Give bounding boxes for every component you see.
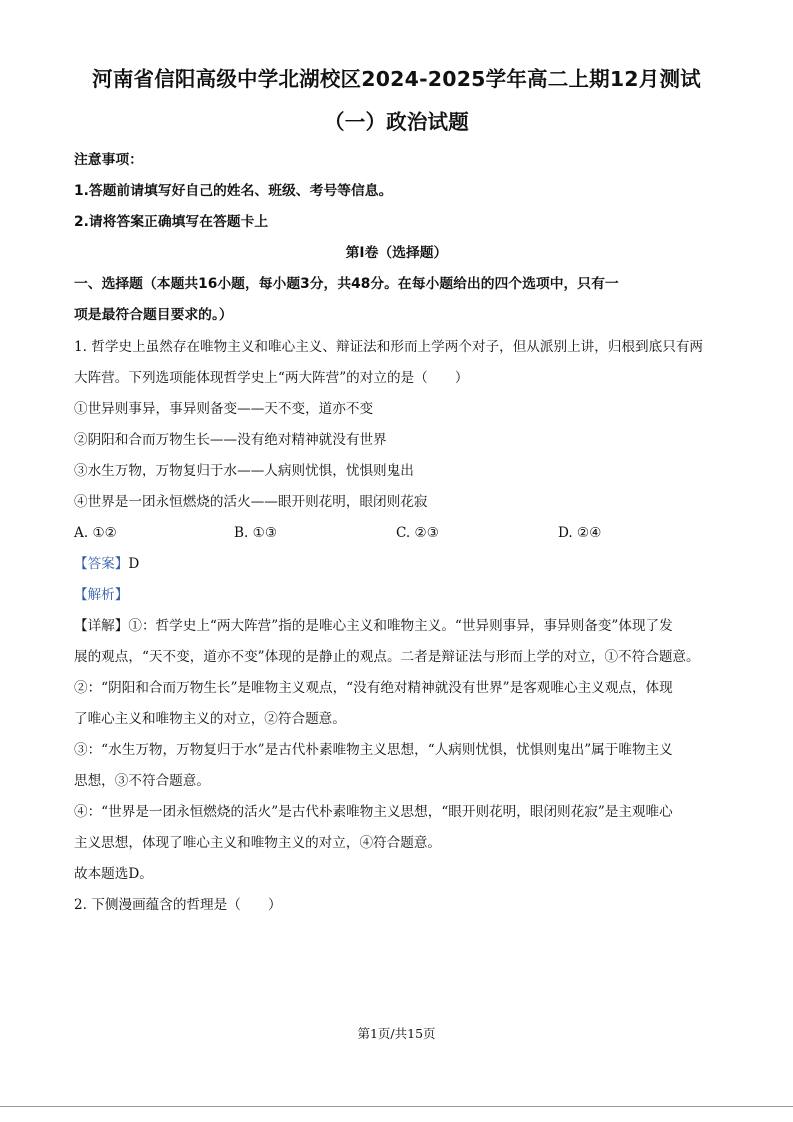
- q1-option-c: C. ②③: [396, 525, 439, 541]
- q1-option-b: B. ①③: [234, 525, 278, 541]
- page-number: 第1页/共15页: [357, 1026, 436, 1041]
- detail-tag: 【详解】: [74, 618, 129, 634]
- section-instruction-line2: 项是最符合题目要求的。）: [74, 307, 233, 323]
- analysis-tag: 【解析】: [74, 587, 129, 603]
- q1-detail-line2: 展的观点，“天不变，道亦不变”体现的是静止的观点。二者是辩证法与形而上学的对立，①不符合题意。: [74, 649, 700, 665]
- q1-statement-3: ③水生万物，万物复归于水——人病则忧惧，忧惧则鬼出: [74, 463, 414, 479]
- q1-detail-line6: 思想，③不符合题意。: [74, 773, 210, 789]
- q1-option-d: D. ②④: [558, 525, 602, 541]
- exam-title-line1: 河南省信阳高级中学北湖校区2024-2025学年高二上期12月测试: [92, 67, 701, 91]
- answer-value: D: [128, 556, 140, 572]
- q1-statement-1: ①世异则事异，事异则备变——天不变，道亦不变: [74, 401, 374, 417]
- bottom-divider: [0, 1106, 793, 1107]
- answer-tag: 【答案】: [74, 556, 129, 572]
- q1-detail-line7: ④：“世界是一团永恒燃烧的活火”是古代朴素唯物主义思想，“眼开则花明，眼闭则花寂”是主观唯心: [74, 804, 673, 820]
- notice-heading: 注意事项：: [74, 152, 143, 168]
- q1-detail-line5: ③：“水生万物，万物复归于水”是古代朴素唯物主义思想，“人病则忧惧，忧惧则鬼出”属于唯物主义: [74, 742, 673, 758]
- detail-text: ①：哲学史上“两大阵营”指的是唯心主义和唯物主义。“世异则事异，事异则备变”体现了发: [128, 618, 673, 634]
- exam-title-line2: （一）政治试题: [324, 110, 469, 134]
- q1-detail-line3: ②：“阴阳和合而万物生长”是唯物主义观点，“没有绝对精神就没有世界”是客观唯心主义观点，体现: [74, 680, 673, 696]
- notice-item-1: 1.答题前请填写好自己的姓名、班级、考号等信息。: [74, 183, 393, 199]
- section-instruction-line1: 一、选择题（本题共16小题，每小题3分，共48分。在每小题给出的四个选项中，只有一: [74, 276, 619, 292]
- q1-detail-line1: [74, 616, 673, 636]
- volume-heading: 第Ⅰ卷（选择题）: [345, 245, 448, 261]
- q2-stem: 2. 下侧漫画蕴含的哲理是（ ）: [74, 897, 282, 913]
- notice-item-2: 2.请将答案正确填写在答题卡上: [74, 214, 269, 230]
- q1-statement-2: ②阴阳和合而万物生长——没有绝对精神就没有世界: [74, 432, 387, 448]
- q1-statement-4: ④世界是一团永恒燃烧的活火——眼开则花明，眼闭则花寂: [74, 494, 428, 510]
- q1-stem-line1: 1. 哲学史上虽然存在唯物主义和唯心主义、辩证法和形而上学两个对子，但从派别上讲，归根到底只有两: [74, 339, 704, 355]
- q1-option-a: A. ①②: [74, 525, 117, 541]
- q1-conclusion: 故本题选D。: [74, 866, 153, 882]
- q1-detail-line4: 了唯心主义和唯物主义的对立，②符合题意。: [74, 711, 346, 727]
- q1-detail-line8: 主义思想，体现了唯心主义和唯物主义的对立，④符合题意。: [74, 835, 442, 851]
- q1-stem-line2: 大阵营。下列选项能体现哲学史上“两大阵营”的对立的是（ ）: [74, 370, 469, 386]
- q1-answer: [74, 554, 139, 574]
